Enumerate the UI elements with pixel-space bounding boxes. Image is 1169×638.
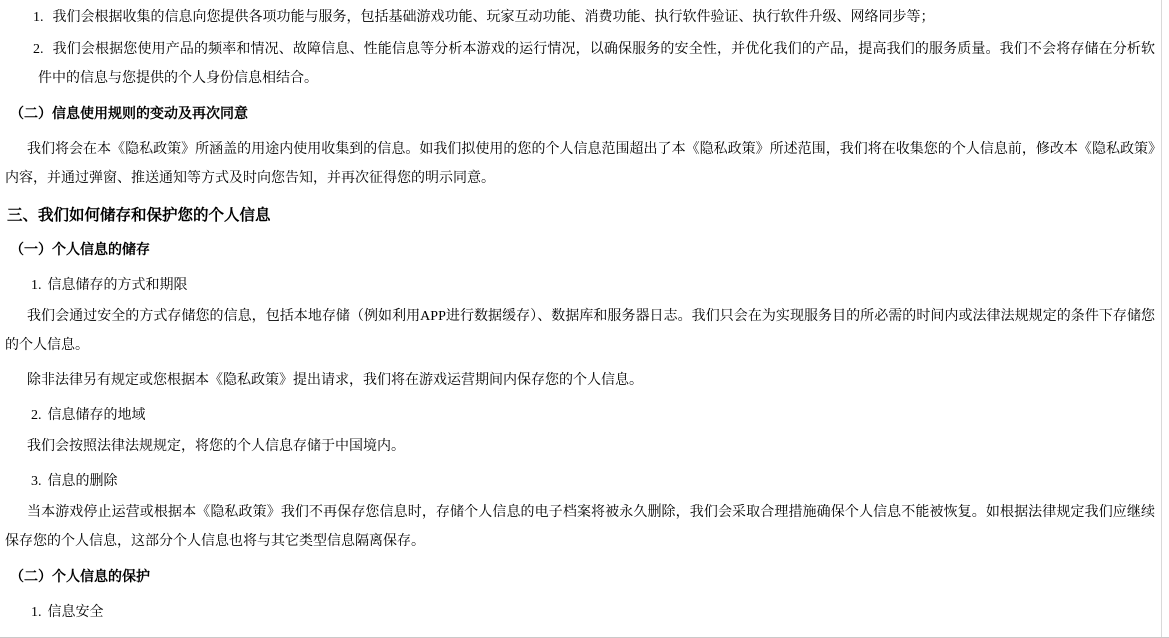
chapter-heading-storage-protection: 三、我们如何储存和保护您的个人信息	[7, 207, 271, 224]
subsection-title-info-security	[31, 598, 1155, 627]
subsection-marker: 3.	[31, 474, 42, 489]
subsection-title-storage-method	[31, 271, 1155, 300]
paragraph-storage-region: 我们会按照法律法规规定，将您的个人信息存储于中国境内。	[27, 439, 405, 454]
list-item	[33, 3, 1155, 32]
section-heading-use-rules-change: （二）信息使用规则的变动及再次同意	[10, 107, 248, 122]
subsection-title-info-deletion	[31, 467, 1155, 496]
paragraph-storage-duration: 除非法律另有规定或您根据本《隐私政策》提出请求，我们将在游戏运营期间内保存您的个人信息。	[27, 373, 643, 388]
intro-numbered-list	[5, 3, 1155, 93]
list-item-text: 我们会根据收集的信息向您提供各项功能与服务，包括基础游戏功能、玩家互动功能、消费功能、执行软件验证、执行软件升级、网络同步等；	[52, 10, 935, 25]
section-heading-personal-info-protection: （二）个人信息的保护	[10, 570, 150, 585]
section-heading-personal-info-storage: （一）个人信息的储存	[10, 243, 150, 258]
subsection-title-text: 信息储存的地域	[47, 408, 146, 423]
list-item-marker: 2.	[33, 42, 44, 57]
content-right-border	[1161, 0, 1162, 638]
list-item	[33, 35, 1155, 93]
list-item-text: 我们会根据您使用产品的频率和情况、故障信息、性能信息等分析本游戏的运行情况，以确保服务的安全性，并优化我们的产品，提高我们的服务质量。我们不会将存储在分析软件中的信息与您提供的个人身份信息相结合。	[38, 42, 1155, 86]
privacy-policy-document	[5, 0, 1155, 627]
list-item-marker: 1.	[33, 10, 44, 25]
subsection-title-storage-region	[31, 401, 1155, 430]
subsection-title-text: 信息的删除	[47, 474, 118, 489]
paragraph-use-rules-change: 我们将会在本《隐私政策》所涵盖的用途内使用收集到的信息。如我们拟使用的您的个人信息范围超出了本《隐私政策》所述范围，我们将在收集您的个人信息前，修改本《隐私政策》内容，并通过弹窗、推送通知等方式及时向您告知，并再次征得您的明示同意。	[5, 142, 1155, 186]
subsection-title-text: 信息安全	[47, 605, 104, 620]
paragraph-info-deletion: 当本游戏停止运营或根据本《隐私政策》我们不再保存您信息时，存储个人信息的电子档案将被永久删除，我们会采取合理措施确保个人信息不能被恢复。如根据法律规定我们应继续保存您的个人信息，这部分个人信息也将与其它类型信息隔离保存。	[5, 505, 1155, 549]
subsection-title-text: 信息储存的方式和期限	[47, 278, 188, 293]
paragraph-storage-method: 我们会通过安全的方式存储您的信息，包括本地存储（例如利用APP进行数据缓存）、数据库和服务器日志。我们只会在为实现服务目的所必需的时间内或法律法规规定的条件下存储您的个人信息。	[5, 309, 1155, 353]
subsection-marker: 1.	[31, 605, 42, 620]
subsection-marker: 1.	[31, 278, 42, 293]
subsection-marker: 2.	[31, 408, 42, 423]
